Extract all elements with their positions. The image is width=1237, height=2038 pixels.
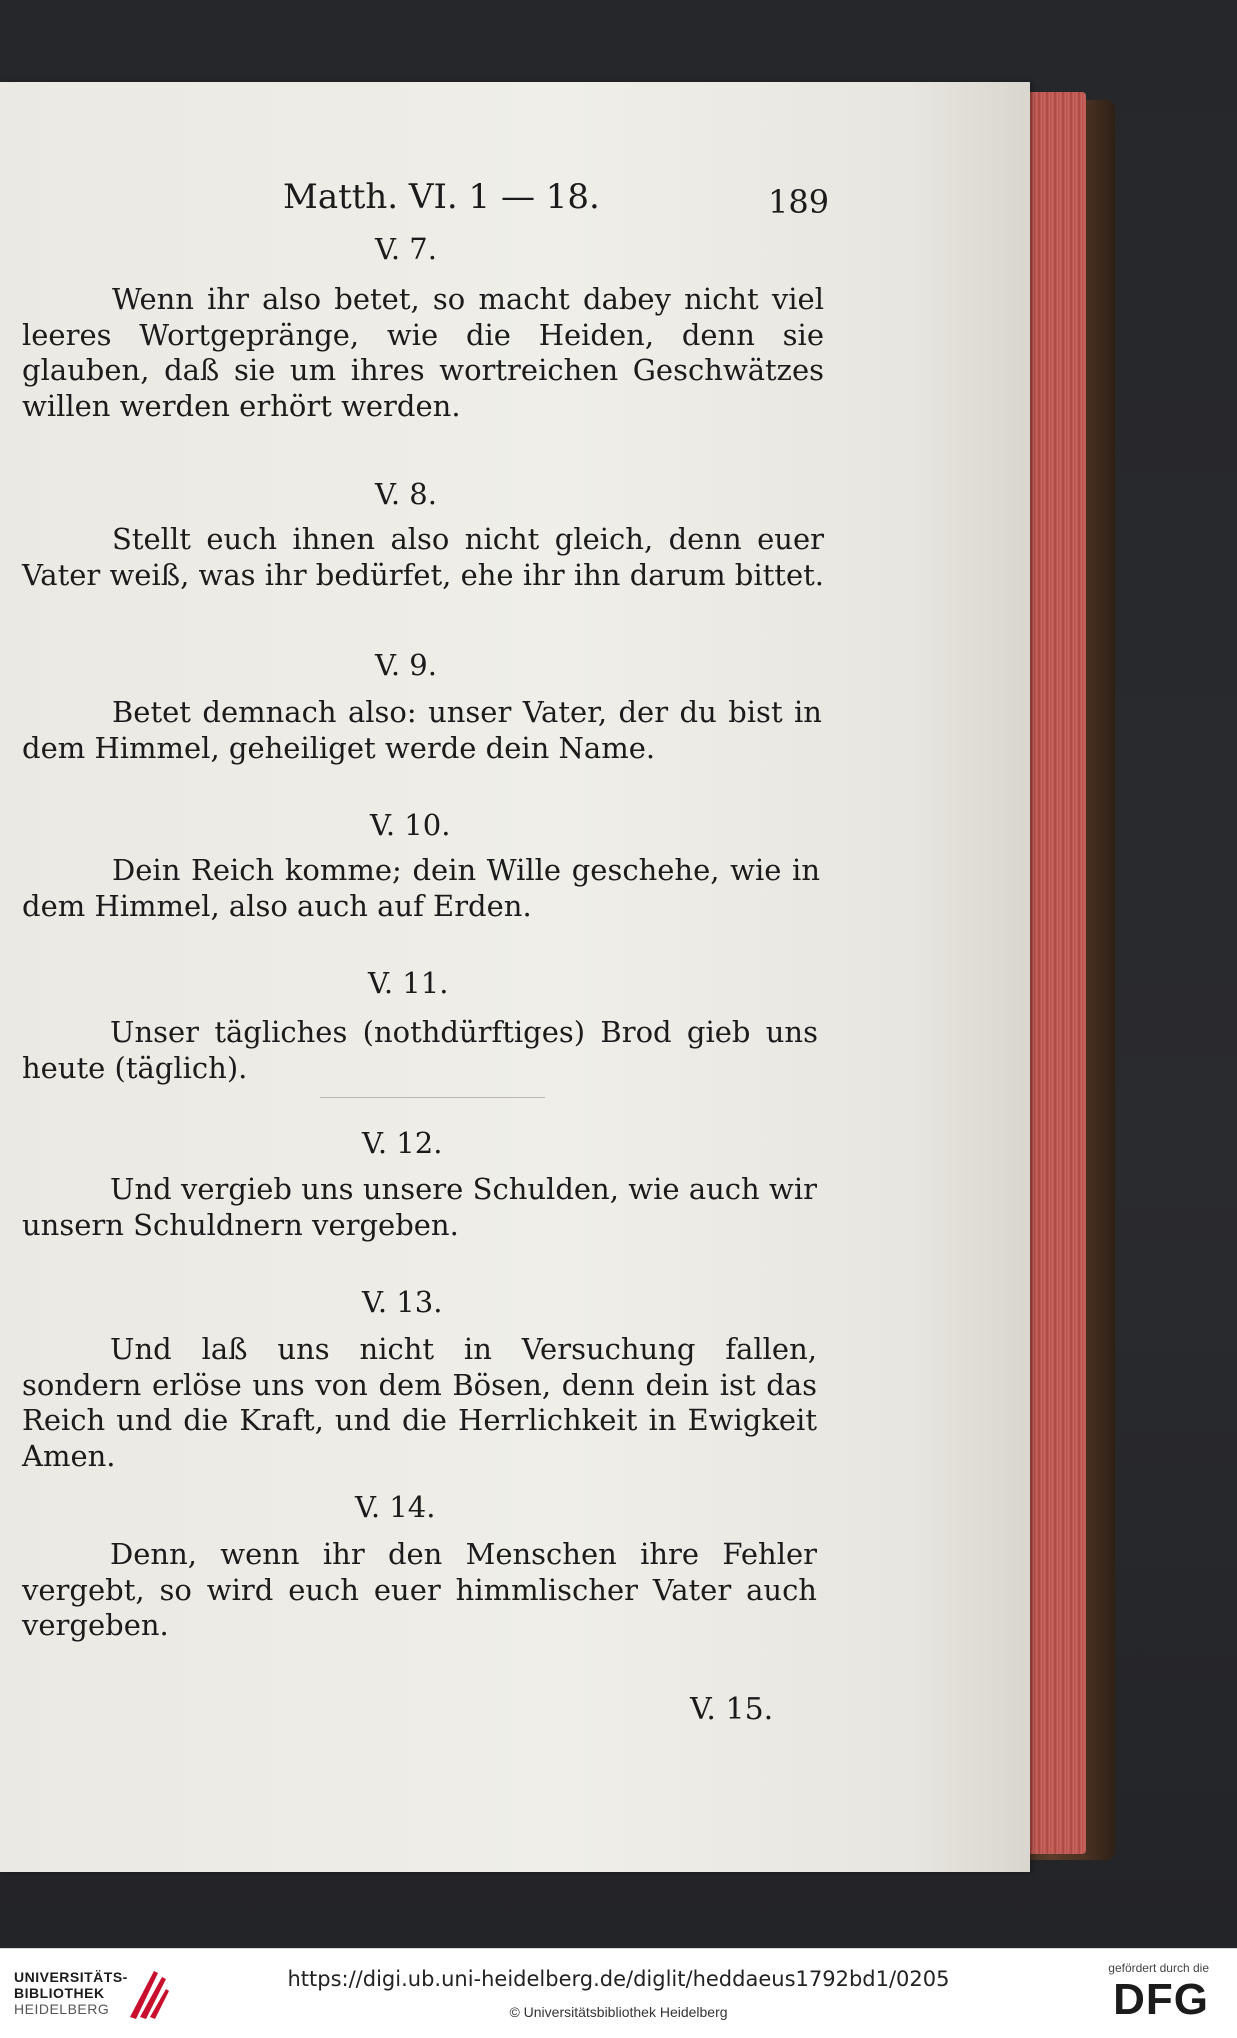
verse-text: Wenn ihr also betet, so macht dabey nicht viel leeres Wortgepränge, wie die Heiden, denn sie glauben, daß sie um ihres wortreichen Geschwätzes willen werden erhört werden.: [22, 282, 824, 423]
verse-text: Betet demnach also: unser Vater, der du bist in dem Himmel, geheiliget werde dein Name.: [22, 695, 822, 765]
funding-note: gefördert durch die: [1108, 1961, 1209, 1975]
copyright-notice: © Universitätsbibliothek Heidelberg: [509, 2004, 728, 2020]
verse-text: Stellt euch ihnen also nicht gleich, denn euer Vater weiß, was ihr bedürfet, ehe ihr ihn darum bittet.: [22, 522, 824, 592]
verse-label: V. 9.: [375, 648, 437, 682]
verse-text: Denn, wenn ihr den Menschen ihre Fehler vergebt, so wird euch euer himmlischer Vater auch vergeben.: [22, 1537, 817, 1642]
running-head: Matth. VI. 1 — 18.: [283, 177, 600, 217]
verse-text: Und vergieb uns unsere Schulden, wie auch wir unsern Schuldnern vergeben.: [22, 1172, 817, 1242]
verse-label: V. 8.: [375, 477, 437, 511]
verse-text: Dein Reich komme; dein Wille geschehe, wie in dem Himmel, also auch auf Erden.: [22, 853, 820, 923]
verse-label: V. 10.: [370, 808, 451, 842]
verse-label: V. 13.: [362, 1285, 443, 1319]
section-divider: [320, 1097, 545, 1098]
page-number: 189: [768, 183, 830, 221]
verse-label: V. 12.: [362, 1126, 443, 1160]
library-name-line3: HEIDELBERG: [14, 2001, 110, 2017]
verse-text: Unser tägliches (nothdürftiges) Brod gieb uns heute (täglich).: [22, 1015, 818, 1085]
library-name-line1: UNIVERSITÄTS-: [14, 1969, 128, 1985]
verse-text: Und laß uns nicht in Versuchung fallen, sondern erlöse uns von dem Bösen, denn dein ist das Reich und die Kraft, und die Herrlichkeit in Ewigkeit Amen.: [22, 1332, 817, 1473]
library-name-line2: BIBLIOTHEK: [14, 1985, 105, 2001]
verse-label: V. 11.: [368, 966, 449, 1000]
verse-label: V. 14.: [355, 1490, 436, 1524]
dfg-logo[interactable]: DFG: [1113, 1975, 1209, 2024]
viewer-footer: [0, 1948, 1237, 2038]
page-url-link[interactable]: https://digi.ub.uni-heidelberg.de/diglit/heddaeus1792bd1/0205: [287, 1967, 950, 1991]
verse-label: V. 7.: [375, 232, 437, 266]
catchword: V. 15.: [690, 1692, 774, 1727]
